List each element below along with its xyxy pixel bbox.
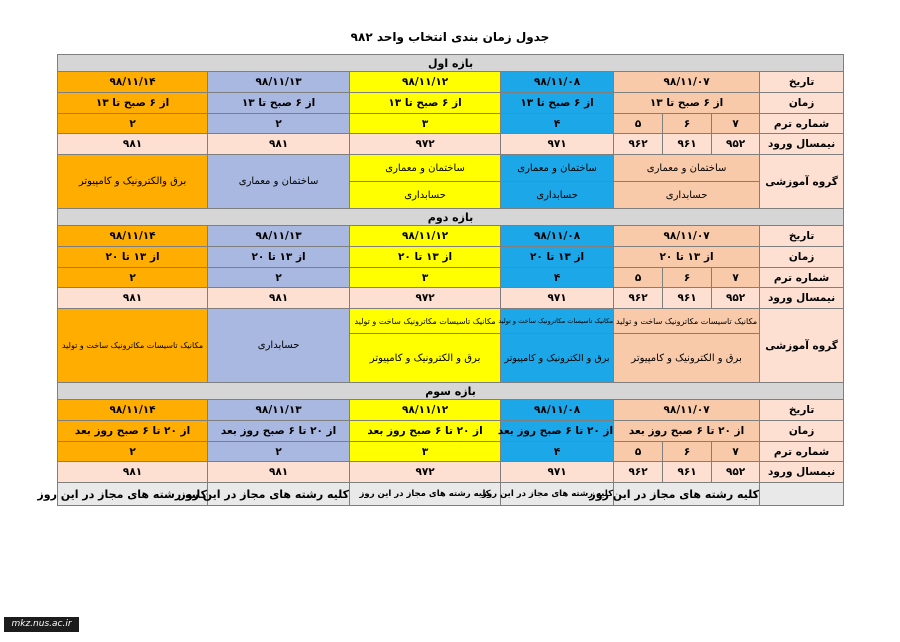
term-cell: ۴ — [501, 442, 614, 462]
page-title: جدول زمان بندی انتخاب واحد ۹۸۲ — [350, 30, 550, 44]
group-cell: حسابداری — [350, 182, 501, 209]
term-cell: ۵ — [614, 442, 663, 462]
entry-cell: ۹۸۱ — [58, 134, 208, 155]
date-row — [58, 72, 844, 93]
group-label: گروه آموزشی — [760, 309, 844, 383]
time-cell: از ۶ صبح تا ۱۳ — [350, 93, 501, 114]
term-cell: ۵ — [614, 114, 663, 134]
term-cell: ۵ — [614, 268, 663, 288]
group-cell: برق والکترونیک و کامپیوتر — [58, 155, 208, 209]
term-cell: ۲ — [58, 442, 208, 462]
entry-cell: ۹۶۲ — [614, 462, 663, 483]
period-header-row — [58, 55, 844, 72]
period-2-header: بازه دوم — [58, 209, 844, 226]
term-row — [58, 114, 844, 134]
entry-cell: ۹۸۱ — [208, 288, 350, 309]
entry-label: نیمسال ورود — [760, 462, 844, 483]
date-row — [58, 400, 844, 421]
date-label: تاریخ — [760, 226, 844, 247]
entry-cell: ۹۵۲ — [712, 462, 760, 483]
group-cell: مکانیک تاسیسات مکاترونیک ساخت و تولید — [350, 309, 501, 334]
time-label: زمان — [760, 247, 844, 268]
time-cell: از ۱۳ تا ۲۰ — [58, 247, 208, 268]
period-3-header: بازه سوم — [58, 383, 844, 400]
term-cell: ۷ — [712, 114, 760, 134]
date-cell: ۹۸/۱۱/۱۴ — [58, 72, 208, 93]
entry-cell: ۹۸۱ — [58, 462, 208, 483]
date-cell: ۹۸/۱۱/۱۳ — [208, 400, 350, 421]
entry-label: نیمسال ورود — [760, 134, 844, 155]
term-cell: ۷ — [712, 268, 760, 288]
date-cell: ۹۸/۱۱/۰۸ — [501, 226, 614, 247]
footer-cell: کلیه رشته های مجاز در این روز — [501, 483, 614, 506]
term-cell: ۲ — [58, 114, 208, 134]
term-cell: ۶ — [663, 114, 712, 134]
time-cell: از ۶ صبح تا ۱۳ — [58, 93, 208, 114]
entry-cell: ۹۸۱ — [58, 288, 208, 309]
group-cell: حسابداری — [614, 182, 760, 209]
term-cell: ۲ — [208, 114, 350, 134]
date-cell: ۹۸/۱۱/۰۷ — [614, 226, 760, 247]
schedule-table — [37, 54, 844, 506]
date-cell: ۹۸/۱۱/۱۳ — [208, 72, 350, 93]
footer-row — [58, 483, 844, 506]
footer-cell: کلیه رشته های مجاز در این روز — [350, 483, 501, 506]
term-cell: ۳ — [350, 442, 501, 462]
entry-cell: ۹۶۱ — [663, 134, 712, 155]
term-row — [58, 268, 844, 288]
time-cell: از ۶ صبح تا ۱۳ — [501, 93, 614, 114]
date-cell: ۹۸/۱۱/۱۲ — [350, 400, 501, 421]
entry-cell: ۹۶۱ — [663, 462, 712, 483]
date-cell: ۹۸/۱۱/۱۳ — [208, 226, 350, 247]
date-label: تاریخ — [760, 400, 844, 421]
entry-cell: ۹۵۲ — [712, 134, 760, 155]
footer-cell: کلیه رشته های مجاز در این روز — [614, 483, 760, 506]
entry-row — [58, 134, 844, 155]
group-cell: برق و الکترونیک و کامپیوتر — [614, 334, 760, 383]
date-cell: ۹۸/۱۱/۱۲ — [350, 72, 501, 93]
entry-label: نیمسال ورود — [760, 288, 844, 309]
time-cell: از ۲۰ تا ۶ صبح روز بعد — [208, 421, 350, 442]
period-header-row — [58, 209, 844, 226]
time-cell: از ۱۳ تا ۲۰ — [614, 247, 760, 268]
group-cell: برق و الکترونیک و کامپیوتر — [501, 334, 614, 383]
time-cell: از ۲۰ تا ۶ صبح روز بعد — [501, 421, 614, 442]
entry-cell: ۹۵۲ — [712, 288, 760, 309]
entry-row — [58, 462, 844, 483]
group-cell: برق و الکترونیک و کامپیوتر — [350, 334, 501, 383]
group-row — [58, 309, 844, 334]
period-header-row — [58, 383, 844, 400]
term-label: شماره ترم — [760, 268, 844, 288]
entry-row — [58, 288, 844, 309]
group-cell: ساختمان و معماری — [614, 155, 760, 182]
date-cell: ۹۸/۱۱/۱۲ — [350, 226, 501, 247]
time-row — [58, 421, 844, 442]
term-cell: ۷ — [712, 442, 760, 462]
time-cell: از ۱۳ تا ۲۰ — [208, 247, 350, 268]
footer-cell: کلیه رشته های مجاز در این روز — [208, 483, 350, 506]
time-row — [58, 247, 844, 268]
term-cell: ۶ — [663, 268, 712, 288]
time-cell: از ۲۰ تا ۶ صبح روز بعد — [614, 421, 760, 442]
entry-cell: ۹۷۱ — [501, 462, 614, 483]
date-label: تاریخ — [760, 72, 844, 93]
group-cell: ساختمان و معماری — [501, 155, 614, 182]
entry-cell: ۹۷۲ — [350, 462, 501, 483]
entry-cell: ۹۷۲ — [350, 288, 501, 309]
group-cell: ساختمان و معماری — [208, 155, 350, 209]
entry-cell: ۹۶۲ — [614, 288, 663, 309]
group-label: گروه آموزشی — [760, 155, 844, 209]
term-cell: ۳ — [350, 268, 501, 288]
time-cell: از ۶ صبح تا ۱۳ — [614, 93, 760, 114]
date-cell: ۹۸/۱۱/۰۷ — [614, 72, 760, 93]
group-row — [58, 155, 844, 182]
group-cell: ساختمان و معماری — [350, 155, 501, 182]
date-row — [58, 226, 844, 247]
time-cell: از ۲۰ تا ۶ صبح روز بعد — [58, 421, 208, 442]
term-cell: ۴ — [501, 268, 614, 288]
date-cell: ۹۸/۱۱/۱۴ — [58, 400, 208, 421]
entry-cell: ۹۶۲ — [614, 134, 663, 155]
group-cell: مکانیک تاسیسات مکاترونیک ساخت و تولید — [501, 309, 614, 334]
entry-cell: ۹۸۱ — [208, 134, 350, 155]
term-cell: ۴ — [501, 114, 614, 134]
entry-cell: ۹۷۲ — [350, 134, 501, 155]
date-cell: ۹۸/۱۱/۰۸ — [501, 72, 614, 93]
term-cell: ۲ — [208, 268, 350, 288]
time-label: زمان — [760, 421, 844, 442]
date-cell: ۹۸/۱۱/۱۴ — [58, 226, 208, 247]
time-row — [58, 93, 844, 114]
time-cell: از ۶ صبح تا ۱۳ — [208, 93, 350, 114]
entry-cell: ۹۸۱ — [208, 462, 350, 483]
watermark-url: mkz.nus.ac.ir — [4, 617, 79, 632]
time-cell: از ۱۳ تا ۲۰ — [350, 247, 501, 268]
time-cell: از ۱۳ تا ۲۰ — [501, 247, 614, 268]
group-cell: مکانیک تاسیسات مکاترونیک ساخت و تولید — [614, 309, 760, 334]
footer-empty-cell — [760, 483, 844, 506]
group-cell: مکانیک تاسیسات مکاترونیک ساخت و تولید — [58, 309, 208, 383]
group-cell: حسابداری — [501, 182, 614, 209]
term-label: شماره ترم — [760, 114, 844, 134]
entry-cell: ۹۷۱ — [501, 134, 614, 155]
term-label: شماره ترم — [760, 442, 844, 462]
time-cell: از ۲۰ تا ۶ صبح روز بعد — [350, 421, 501, 442]
term-cell: ۲ — [58, 268, 208, 288]
entry-cell: ۹۶۱ — [663, 288, 712, 309]
term-row — [58, 442, 844, 462]
date-cell: ۹۸/۱۱/۰۸ — [501, 400, 614, 421]
entry-cell: ۹۷۱ — [501, 288, 614, 309]
term-cell: ۳ — [350, 114, 501, 134]
term-cell: ۲ — [208, 442, 350, 462]
group-cell: حسابداری — [208, 309, 350, 383]
period-1-header: بازه اول — [58, 55, 844, 72]
time-label: زمان — [760, 93, 844, 114]
term-cell: ۶ — [663, 442, 712, 462]
date-cell: ۹۸/۱۱/۰۷ — [614, 400, 760, 421]
footer-cell: کلیه رشته های مجاز در این روز — [58, 483, 208, 506]
